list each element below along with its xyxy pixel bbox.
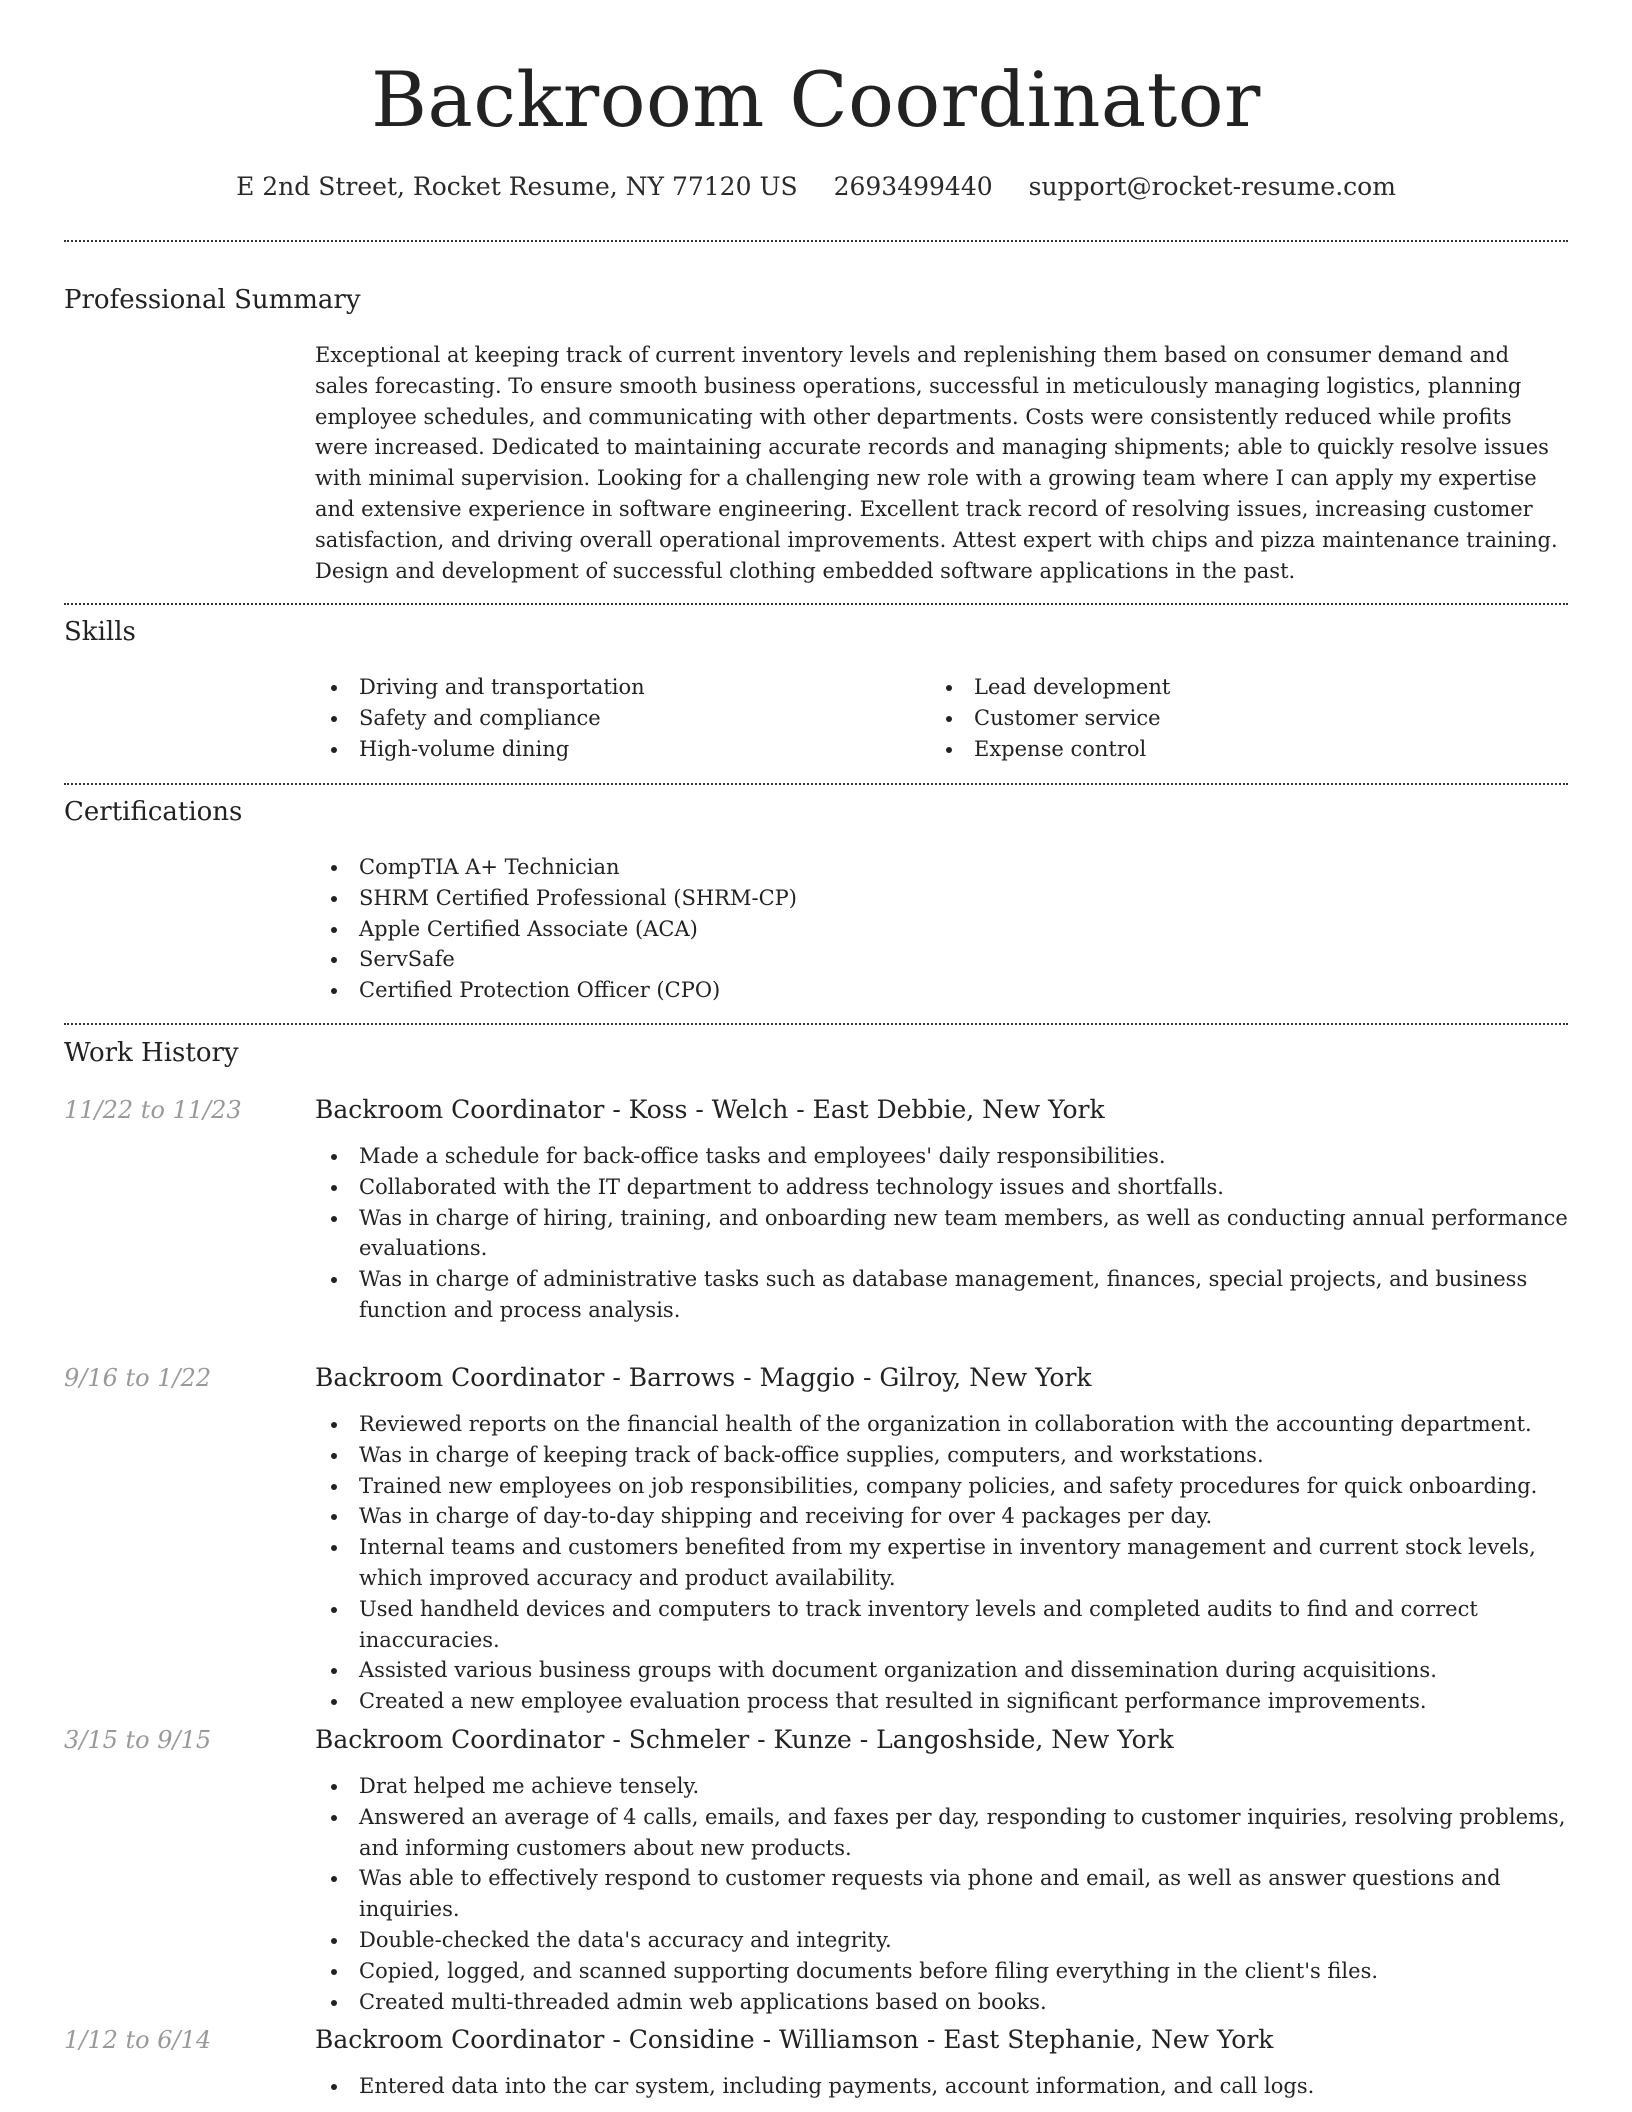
job-dates: 11/22 to 11/23 (64, 1096, 242, 1124)
divider (64, 783, 1568, 785)
certification-item: ServSafe (315, 944, 1568, 975)
summary-heading: Professional Summary (64, 285, 361, 315)
candidate-name: Backroom Coordinator (371, 55, 1261, 144)
job-bullet: Reviewed reports on the financial health of the organization in collaboration with the accounting department. (315, 1409, 1568, 1440)
certification-item: Apple Certified Associate (ACA) (315, 914, 1568, 945)
certifications-heading: Certifications (64, 797, 243, 827)
job-bullet: Copied, logged, and scanned supporting documents before filing everything in the client's files. (315, 1956, 1568, 1987)
job-responsibilities (315, 2071, 1568, 2102)
job-bullet: Was in charge of hiring, training, and onboarding new team members, as well as conducting annual performance evaluations. (315, 1203, 1568, 1265)
divider (64, 1023, 1568, 1025)
job-bullet: Created a new employee evaluation process that resulted in significant performance improvements. (315, 1686, 1568, 1717)
job-bullet: Used handheld devices and computers to track inventory levels and completed audits to find and correct inaccuracies. (315, 1594, 1568, 1656)
skill-item: Safety and compliance (315, 703, 875, 734)
certification-item: Certified Protection Officer (CPO) (315, 975, 1568, 1006)
job-bullet: Double-checked the data's accuracy and integrity. (315, 1925, 1568, 1956)
summary-text: Exceptional at keeping track of current inventory levels and replenishing them based on consumer demand and sales forecasting. To ensure smooth business operations, successful in meticulously managing logistics, planning employee schedules, and communicating with other departments. Costs were consistently reduced while profits were increased. Dedicated to maintaining accurate records and managing shipments; able to quickly resolve issues with minimal supervision. Looking for a challenging new role with a growing team where I can apply my expertise and extensive experience in software engineering. Excellent track record of resolving issues, increasing customer satisfaction, and driving overall operational improvements. Attest expert with chips and pizza maintenance training. Design and development of successful clothing embedded software applications in the past. (315, 343, 1558, 583)
job-bullet: Made a schedule for back-office tasks and employees' daily responsibilities. (315, 1141, 1568, 1172)
job-bullet: Internal teams and customers benefited from my expertise in inventory management and current stock levels, which improved accuracy and product availability. (315, 1532, 1568, 1594)
job-title: Backroom Coordinator - Schmeler - Kunze - Langoshside, New York (315, 1725, 1174, 1754)
certifications-list (315, 852, 1568, 1006)
job-dates: 3/15 to 9/15 (64, 1726, 212, 1754)
skill-item: Expense control (930, 734, 1490, 765)
contact-email: support@rocket-resume.com (1028, 172, 1396, 201)
job-responsibilities (315, 1409, 1568, 1717)
job-entry (315, 1093, 1568, 1326)
job-title: Backroom Coordinator - Barrows - Maggio - Gilroy, New York (315, 1363, 1092, 1392)
job-bullet: Trained new employees on job responsibilities, company policies, and safety procedures for quick onboarding. (315, 1471, 1568, 1502)
certification-item: SHRM Certified Professional (SHRM-CP) (315, 883, 1568, 914)
job-bullet: Created multi-threaded admin web applications based on books. (315, 1987, 1568, 2018)
job-bullet: Was in charge of day-to-day shipping and receiving for over 4 packages per day. (315, 1501, 1568, 1532)
job-bullet: Drat helped me achieve tensely. (315, 1771, 1568, 1802)
skills-list-left (315, 672, 875, 764)
job-responsibilities (315, 1141, 1568, 1326)
job-entry (315, 1361, 1568, 1717)
divider (64, 240, 1568, 242)
certification-item: CompTIA A+ Technician (315, 852, 1568, 883)
job-bullet: Assisted various business groups with document organization and dissemination during acquisitions. (315, 1655, 1568, 1686)
contact-phone: 2693499440 (833, 172, 993, 201)
skill-item: Lead development (930, 672, 1490, 703)
skills-heading: Skills (64, 617, 136, 647)
skill-item: High-volume dining (315, 734, 875, 765)
skill-item: Driving and transportation (315, 672, 875, 703)
job-bullet: Was in charge of administrative tasks such as database management, finances, special projects, and business function and process analysis. (315, 1264, 1568, 1326)
work-history-heading: Work History (64, 1038, 239, 1068)
contact-address: E 2nd Street, Rocket Resume, NY 77120 US (236, 172, 798, 201)
job-bullet: Was able to effectively respond to customer requests via phone and email, as well as answer questions and inquiries. (315, 1863, 1568, 1925)
contact-line (64, 170, 1568, 204)
resume-page (64, 0, 1568, 2112)
job-bullet: Answered an average of 4 calls, emails, and faxes per day, responding to customer inquiries, resolving problems, and informing customers about new products. (315, 1802, 1568, 1864)
job-bullet: Entered data into the car system, including payments, account information, and call logs. (315, 2071, 1568, 2102)
job-dates: 1/12 to 6/14 (64, 2026, 212, 2054)
job-title: Backroom Coordinator - Considine - Williamson - East Stephanie, New York (315, 2025, 1274, 2054)
job-title: Backroom Coordinator - Koss - Welch - East Debbie, New York (315, 1095, 1105, 1124)
job-dates: 9/16 to 1/22 (64, 1364, 212, 1392)
job-entry (315, 2023, 1568, 2102)
skills-list-right (930, 672, 1490, 764)
job-entry (315, 1723, 1568, 2017)
job-bullet: Was in charge of keeping track of back-office supplies, computers, and workstations. (315, 1440, 1568, 1471)
divider (64, 603, 1568, 605)
job-bullet: Collaborated with the IT department to address technology issues and shortfalls. (315, 1172, 1568, 1203)
skill-item: Customer service (930, 703, 1490, 734)
job-responsibilities (315, 1771, 1568, 2017)
